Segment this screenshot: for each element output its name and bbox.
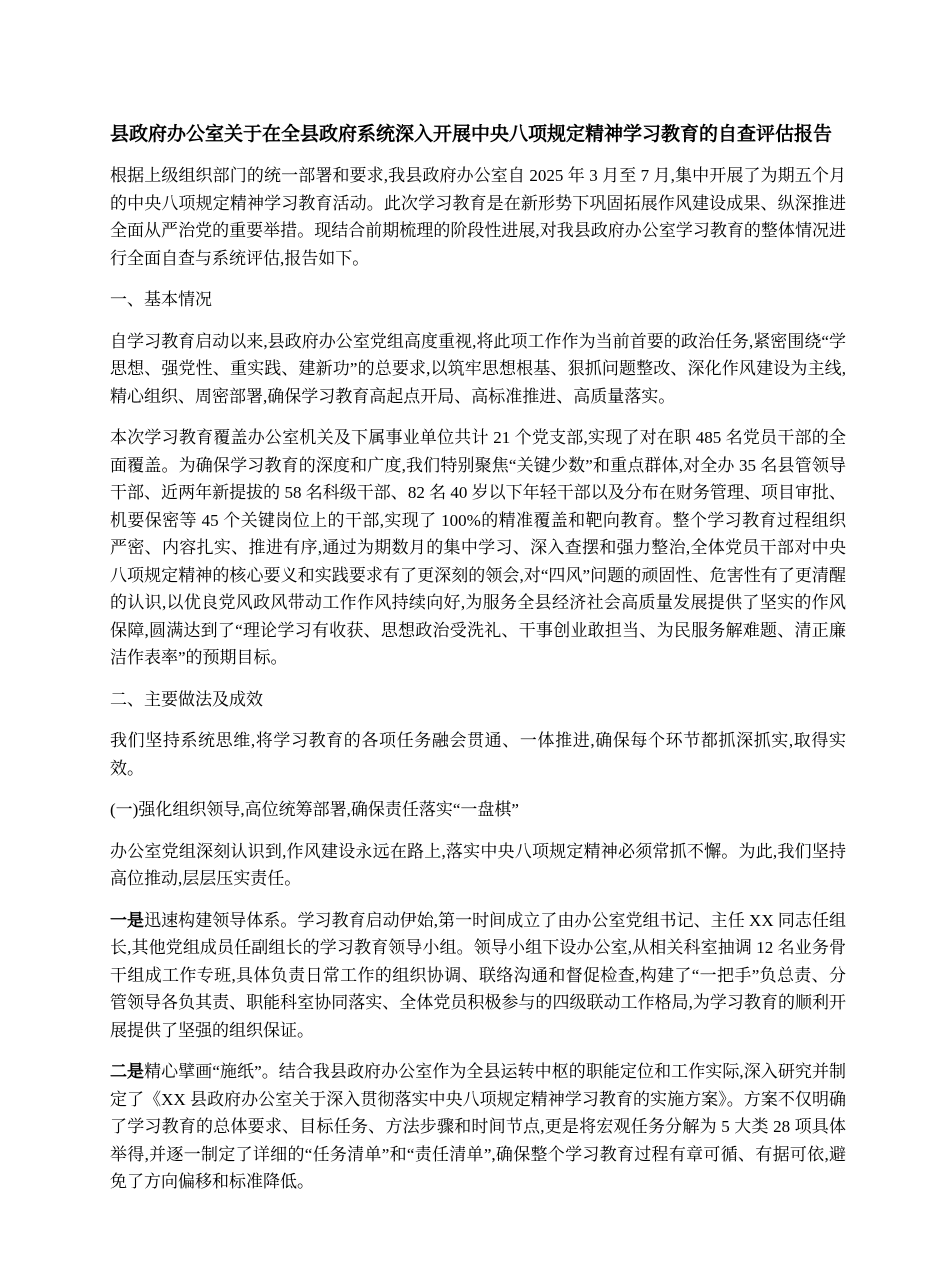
paragraph: 本次学习教育覆盖办公室机关及下属事业单位共计 21 个党支部,实现了对在职 485 名党员干部的全面覆盖。为确保学习教育的深度和广度,我们特别聚焦“关键少数”和重点群体,对全办 35 名县管领导干部、近两年新提拔的 58 名科级干部、82 名 40 岁以下年轻干部以及分布在财务管理、项目审批、机要保密等 45 个关键岗位上的干部,实现了 100%的精准覆盖和靶向教育。整个学习教育过程组织严密、内容扎实、推进有序,通过为期数月的集中学习、深入查摆和强力整治,全体党员干部对中央八项规定精神的核心要义和实践要求有了更深刻的领会,对“四风”问题的顽固性、危害性有了更清醒的认识,以优良党风政风带动工作作风持续向好,为服务全县经济社会高质量发展提供了坚实的作风保障,圆满达到了“理论学习有收获、思想政治受洗礼、干事创业敢担当、为民服务解难题、清正廉洁作表率”的预期目标。 — [110, 428, 846, 667]
paragraph: 我们坚持系统思维,将学习教育的各项任务融会贯通、一体推进,确保每个环节都抓深抓实,取得实效。 — [110, 731, 846, 778]
document-title: 县政府办公室关于在全县政府系统深入开展中央八项规定精神学习教育的自查评估报告 — [110, 124, 833, 145]
paragraph-lead: 一是 — [110, 910, 145, 930]
paragraph: 根据上级组织部门的统一部署和要求,我县政府办公室自 2025 年 3 月至 7 月,集中开展了为期五个月的中央八项规定精神学习教育活动。此次学习教育是在新形势下巩固拓展作风建设成果、纵深推进全面从严治党的重要举措。现结合前期梳理的阶段性进展,对我县政府办公室学习教育的整体情况进行全面自查与系统评估,报告如下。 — [110, 166, 846, 268]
section-heading: 一、基本情况 — [110, 290, 212, 309]
section-heading: 二、主要做法及成效 — [110, 689, 263, 709]
document-body — [110, 162, 846, 1196]
paragraph-text: 迅速构建领导体系。学习教育启动伊始,第一时间成立了由办公室党组书记、主任 XX 同志任组长,其他党组成员任副组长的学习教育领导小组。领导小组下设办公室,从相关科室抽调 12 名业务骨干组成工作专班,具体负责日常工作的组织协调、联络沟通和督促检查,构建了“一把手”负总责、分管领导各负其责、职能科室协同落实、全体党员积极参与的四级联动工作格局,为学习教育的顺利开展提供了坚强的组织保证。 — [110, 910, 847, 1040]
paragraph-lead: 二是 — [110, 1062, 145, 1081]
paragraph: 自学习教育启动以来,县政府办公室党组高度重视,将此项工作作为当前首要的政治任务,紧密围绕“学思想、强党性、重实践、建新功”的总要求,以筑牢思想根基、狠抓问题整改、深化作风建设为主线,精心组织、周密部署,确保学习教育高起点开局、高标准推进、高质量落实。 — [110, 331, 846, 406]
paragraph-text: 精心擘画“施纸”。结合我县政府办公室作为全县运转中枢的职能定位和工作实际,深入研究并制定了《XX 县政府办公室关于深入贯彻落实中央八项规定精神学习教育的实施方案》。方案不仅明确了学习教育的总体要求、目标任务、方法步骤和时间节点,更是将宏观任务分解为 5 大类 28 项具体举得,并逐一制定了详细的“任务清单”和“责任清单”,确保整个学习教育过程有章可循、有据可依,避免了方向偏移和标准降低。 — [110, 1062, 846, 1191]
paragraph — [110, 907, 846, 1045]
paragraph — [110, 1058, 846, 1196]
sub-section-heading: (一)强化组织领导,高位统筹部署,确保责任落实“一盘棋” — [110, 800, 519, 819]
paragraph: 办公室党组深刻认识到,作风建设永远在路上,落实中央八项规定精神必须常抓不懈。为此,我们坚持高位推动,层层压实责任。 — [110, 841, 846, 888]
